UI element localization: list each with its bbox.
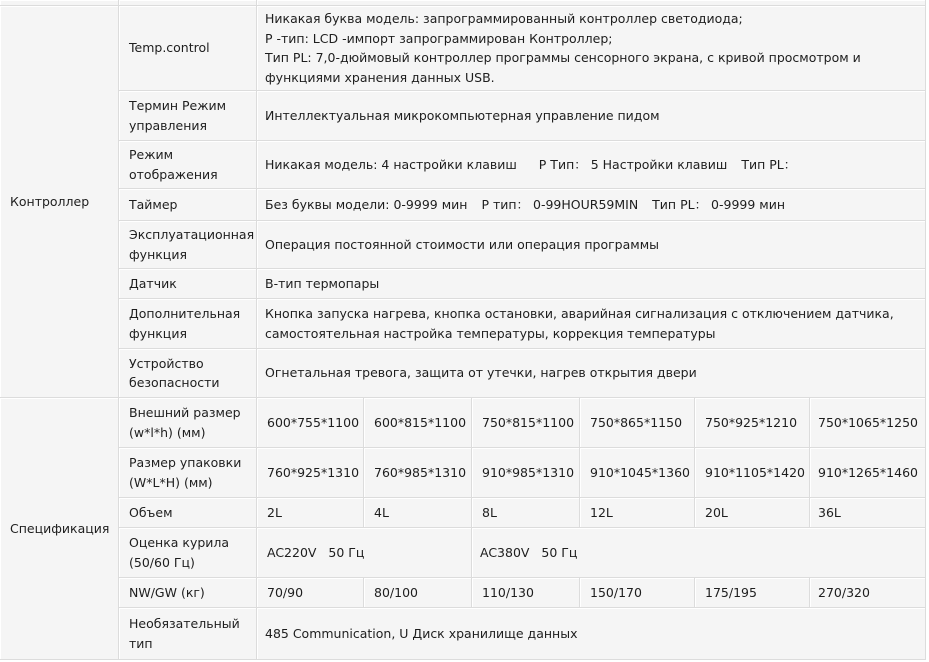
display-mode-value-a: Никакая модель: 4 настройки клавиш [265,156,517,172]
power-label-cell [119,528,257,578]
power-label: Оценка курила (50/60 Гц) [129,535,230,570]
package-size-value: 760*925*1310 [267,464,360,480]
volume-cell [695,498,810,528]
package-size-label-cell [119,448,257,498]
display-mode-value-b: P Тип： 5 Настройки клавиш [538,156,728,172]
operation-label-cell [119,221,257,269]
safety-value: Огнетальная тревога, защита от утечки, нагрев открытия двери [265,365,697,381]
volume-cell [580,498,695,528]
specs-group-label [0,398,119,660]
volume-cell [364,498,472,528]
volume-cell [472,498,580,528]
package-size-value: 910*1265*1460 [818,464,918,480]
display-mode-value-c: Тип PL： [741,156,797,172]
package-size-cell [472,448,580,498]
outer-size-value: 750*865*1150 [590,414,683,430]
extra-function-line-2: самостоятельная настройка температуры, коррекция температуры [265,325,716,341]
control-mode-value-cell [257,91,926,141]
volume-value: 2L [267,504,282,520]
outer-size-cell [695,398,810,448]
weight-value: 70/90 [267,584,304,600]
volume-value: 8L [482,504,497,520]
package-size-cell [364,448,472,498]
sensor-value: B-тип термопары [265,275,380,291]
optional-value: 485 Communication, U Диск хранилище данных [265,625,578,641]
package-size-value: 760*985*1310 [374,464,467,480]
volume-label-cell [119,498,257,528]
safety-value-cell [257,349,926,398]
operation-value-cell [257,221,926,269]
weight-cell [810,578,926,608]
package-size-value: 910*1045*1360 [590,464,690,480]
safety-label: Устройство безопасности [129,355,220,390]
weight-cell [257,578,364,608]
power-value-220: AC220V 50 Гц [267,544,365,560]
timer-value-a: Без буквы модели: 0-9999 мин [265,196,468,212]
outer-size-label-cell [119,398,257,448]
weight-cell [695,578,810,608]
control-mode-label-cell [119,91,257,141]
sensor-label-cell [119,269,257,299]
weight-cell [580,578,695,608]
temp-control-line-3: Тип PL: 7,0-дюймовый контроллер программы сенсорного экрана, с кривой просмотром и [265,50,861,65]
controller-group-label [0,6,119,398]
outer-size-cell [580,398,695,448]
display-mode-label: Режим отображения [129,147,218,182]
package-size-cell [257,448,364,498]
timer-label-cell [119,189,257,221]
outer-size-value: 750*1065*1250 [818,414,918,430]
volume-label: Объем [129,504,173,520]
volume-cell [257,498,364,528]
outer-size-label: Внешний размер (w*l*h) (мм) [129,405,241,440]
sensor-value-cell [257,269,926,299]
weight-value: 175/195 [705,584,757,600]
timer-label: Таймер [129,196,178,212]
package-size-label: Размер упаковки (W*L*H) (мм) [129,455,242,490]
power-cell-220 [257,528,472,578]
sensor-label: Датчик [129,275,177,291]
timer-value-b: P тип： 0-99HOUR59MIN [481,196,639,212]
temp-control-label-cell [119,6,257,91]
weight-label-cell [119,578,257,608]
package-size-cell [810,448,926,498]
operation-label: Эксплуатационная функция [129,227,255,262]
optional-label-cell [119,608,257,660]
outer-size-cell [810,398,926,448]
power-cell-380 [472,528,926,578]
safety-label-cell [119,349,257,398]
volume-value: 36L [818,504,841,520]
optional-value-cell [257,608,926,660]
volume-value: 20L [705,504,728,520]
outer-size-cell [472,398,580,448]
power-value-380: AC380V 50 Гц [480,544,578,560]
weight-cell [472,578,580,608]
package-size-value: 910*985*1310 [482,464,575,480]
weight-value: 270/320 [818,584,870,600]
temp-control-line-2: P -тип: LCD -импорт запрограммирован Контроллер; [265,30,613,46]
control-mode-label: Термин Режим управления [129,98,227,133]
extra-function-label: Дополнительная функция [129,306,241,341]
weight-label: NW/GW (кг) [129,584,205,600]
package-size-cell [695,448,810,498]
outer-size-value: 600*815*1100 [374,414,467,430]
outer-size-cell [257,398,364,448]
weight-value: 150/170 [590,584,642,600]
timer-value-c: Тип PL： 0-9999 мин [652,196,786,212]
temp-control-label: Temp.control [129,40,210,56]
temp-control-value-cell [257,6,926,91]
display-mode-value-cell [257,141,926,189]
package-size-cell [580,448,695,498]
volume-value: 12L [590,504,613,520]
extra-function-label-cell [119,299,257,349]
outer-size-value: 600*755*1100 [267,414,360,430]
timer-value-cell [257,189,926,221]
outer-size-cell [364,398,472,448]
outer-size-value: 750*925*1210 [705,414,798,430]
outer-size-value: 750*815*1100 [482,414,575,430]
temp-control-line-4: функциями хранения данных USB. [265,69,495,85]
specs-label: Спецификация [10,520,110,536]
display-mode-label-cell [119,141,257,189]
control-mode-value: Интеллектуальная микрокомпьютерная управление пидом [265,107,660,123]
optional-label: Необязательный тип [129,616,240,651]
weight-value: 80/100 [374,584,418,600]
weight-cell [364,578,472,608]
extra-function-line-1: Кнопка запуска нагрева, кнопка остановки, аварийная сигнализация с отключением датчика, [265,306,894,321]
controller-label: Контроллер [10,193,90,209]
weight-value: 110/130 [482,584,534,600]
temp-control-line-1: Никакая буква модель: запрограммированный контроллер светодиода; [265,11,743,26]
volume-value: 4L [374,504,389,520]
package-size-value: 910*1105*1420 [705,464,805,480]
extra-function-value-cell [257,299,926,349]
volume-cell [810,498,926,528]
operation-value: Операция постоянной стоимости или операция программы [265,236,659,252]
